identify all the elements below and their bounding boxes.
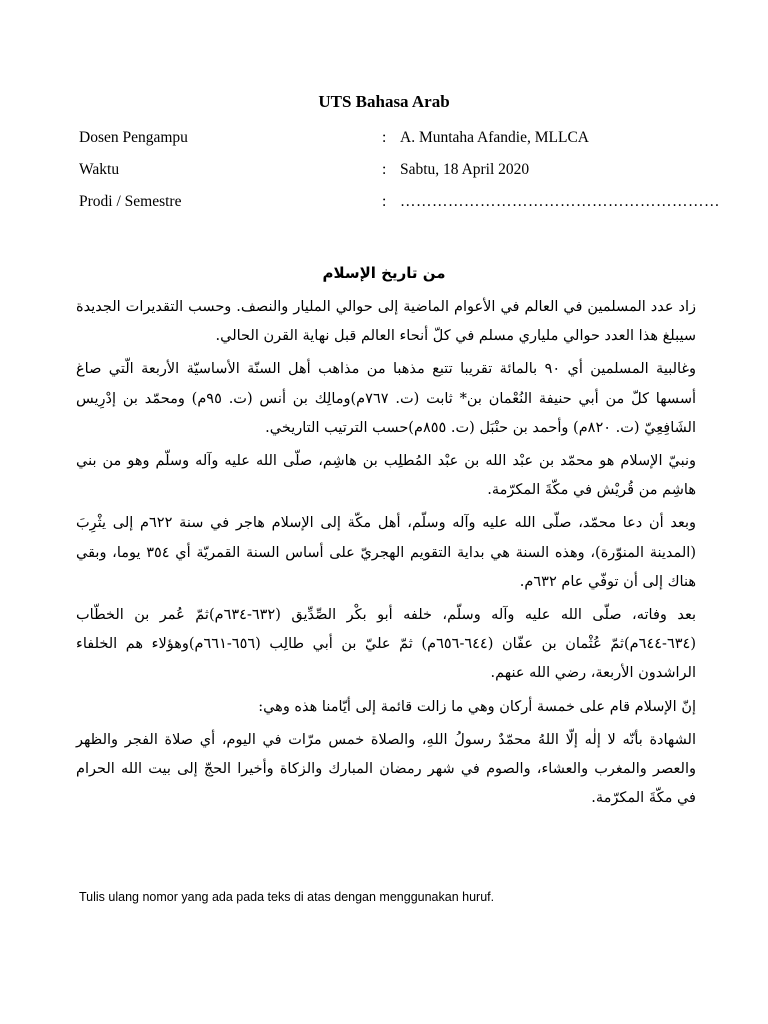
reading-title: من تاريخ الإسلام	[322, 264, 446, 282]
time-colon: :	[382, 161, 387, 178]
time-value: Sabtu, 18 April 2020	[400, 161, 530, 178]
program-label: Prodi / Semestre	[79, 193, 182, 210]
info-row-time	[79, 161, 699, 183]
reading-paragraph: زاد عدد المسلمين في العالم في الأعوام الماضية إلى حوالي المليار والنصف. وحسب التقديرات الجديدة سيبلغ هذا العدد حوالي ملياري مسلم في كلّ أنحاء العالم قبل نهاية القرن الحالي.	[76, 299, 696, 345]
reading-paragraph: بعد وفاته، صلّى الله عليه وآله وسلّم، خلفه أبو بكْر الصِّدِّيق (٦٣٢-٦٣٤م)ثمّ عُمر بن الخطّاب (٦٣٤-٦٤٤م)ثمّ عُثْمان بن عفّان (٦٤٤-٦٥٦م) ثمّ عليّ بن أبي طالِب (٦٥٦-٦٦١م)وهؤلاء هم الخلفاء الراشدون الأربعة، رضي الله عنهم.	[76, 607, 696, 682]
info-row-program	[79, 193, 720, 215]
reading-body	[76, 293, 696, 817]
program-value-blank: ……………………………………………………	[400, 193, 720, 210]
reading-paragraph: الشهادة بأنّه لا إلٰه إلّا اللهُ محمّدٌ رسولُ اللهِ، والصلاة خمس مرّات في اليوم، أي صلاة الفجر والظهر والعصر والمغرب والعشاء، والصوم في شهر رمضان المبارك والزكاة وأخيرا الحجّ إلى بيت الله الحرام في مكّةَ المكرّمة.	[76, 731, 696, 807]
time-label: Waktu	[79, 161, 120, 178]
program-colon: :	[382, 193, 387, 210]
reading-paragraph: وبعد أن دعا محمّد، صلّى الله عليه وآله وسلّم، أهل مكّة إلى الإسلام هاجر في سنة ٦٢٢م إلى يثْرِبَ (المدينة المنوّرة)، وهذه السنة هي بداية التقويم الهجريّ على أساس السنة القمريّة أي ٣٥٤ يوما، وبقي هناك إلى أن توفّي عام ٦٣٢م.	[76, 515, 696, 590]
exam-title: UTS Bahasa Arab	[318, 92, 450, 111]
reading-paragraph: إنّ الإسلام قام على خمسة أركان وهي ما زالت قائمة إلى أيّامنا هذه وهي:	[258, 698, 696, 715]
info-row-lecturer	[79, 129, 699, 151]
reading-paragraph: ونبيّ الإسلام هو محمّد بن عبْد الله بن عبْد المُطلِب بن هاشِم، صلّى الله عليه وآله وسلّم وهو من بني هاشِم من قُريْش في مكّةَ المكرّمة.	[76, 453, 696, 499]
reading-paragraph: وغالبية المسلمين أي ٩٠ بالمائة تقريبا تتبع مذهبا من مذاهب أهل السنّة الأساسيّة الأربعة الّتي صاغ أسسها كلّ من أبي حنيفة النُعْمان بن* ثابت (ت. ٧٦٧م)ومالِك بن أنس (ت. ٩٥م) ومحمّد بن إدْرِيس الشَافِعِيّ (ت. ٨٢٠م) وأحمد بن حنْبَل (ت. ٨٥٥م)حسب الترتيب التاريخي.	[76, 361, 697, 436]
lecturer-colon: :	[382, 129, 387, 146]
lecturer-label: Dosen Pengampu	[79, 129, 188, 146]
instruction-text: Tulis ulang nomor yang ada pada teks di atas dengan menggunakan huruf.	[79, 890, 495, 904]
lecturer-value: A. Muntaha Afandie, MLLCA	[400, 129, 589, 146]
